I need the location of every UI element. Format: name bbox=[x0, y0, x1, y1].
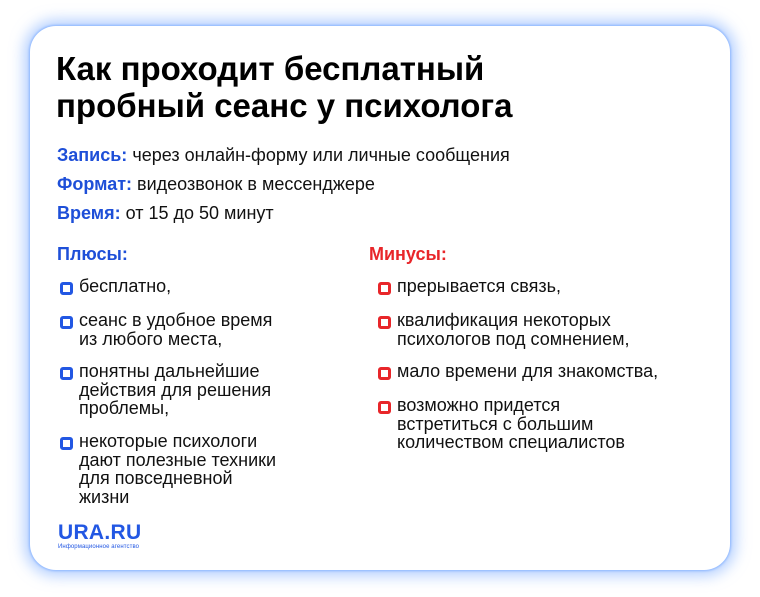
pros-item bbox=[79, 277, 171, 296]
cons-item bbox=[397, 277, 561, 296]
item-line: некоторые психологи bbox=[79, 431, 258, 451]
item-line: возможно придется bbox=[397, 395, 561, 415]
info-row-time bbox=[57, 203, 274, 224]
item-line: понятны дальнейшие bbox=[79, 361, 260, 381]
info-key: Запись: bbox=[57, 145, 128, 165]
cons-item bbox=[397, 396, 625, 452]
item-line: из любого места, bbox=[79, 328, 223, 349]
blue-bullet-icon bbox=[60, 316, 73, 329]
item-line: жизни bbox=[79, 486, 130, 507]
blue-bullet-icon bbox=[60, 437, 73, 450]
cons-item bbox=[397, 311, 629, 348]
item-line: встретиться с большим bbox=[397, 413, 594, 434]
info-value: от 15 до 50 минут bbox=[125, 203, 274, 223]
info-row-format bbox=[57, 174, 375, 195]
item-line: сеанс в удобное время bbox=[79, 310, 273, 330]
red-bullet-icon bbox=[378, 316, 391, 329]
item-line: дают полезные техники bbox=[79, 449, 277, 470]
item-line: квалификация некоторых bbox=[397, 310, 611, 330]
item-line: количеством специалистов bbox=[397, 432, 625, 452]
red-bullet-icon bbox=[378, 401, 391, 414]
info-key: Время: bbox=[57, 203, 121, 223]
blue-bullet-icon bbox=[60, 282, 73, 295]
blue-bullet-icon bbox=[60, 367, 73, 380]
item-line: мало времени для знакомства, bbox=[397, 361, 659, 381]
item-line: бесплатно, bbox=[79, 276, 172, 296]
red-bullet-icon bbox=[378, 282, 391, 295]
item-line: проблемы, bbox=[79, 398, 170, 418]
page-title bbox=[56, 50, 696, 124]
info-key: Формат: bbox=[57, 174, 133, 194]
cons-item bbox=[397, 362, 658, 381]
item-line: действия для решения bbox=[79, 379, 272, 400]
info-value: через онлайн-форму или личные сообщения bbox=[132, 145, 510, 165]
info-value: видеозвонок в мессенджере bbox=[137, 174, 375, 194]
item-line: для повседневной bbox=[79, 468, 233, 488]
logo-name: URA.RU bbox=[58, 521, 142, 544]
red-bullet-icon bbox=[378, 367, 391, 380]
item-line: психологов под сомнением, bbox=[397, 328, 630, 349]
info-row-signup bbox=[57, 145, 510, 166]
ura-logo bbox=[58, 522, 141, 551]
title-line-2: пробный сеанс у психолога bbox=[56, 87, 513, 124]
logo-tagline: Информационное агентство bbox=[58, 544, 140, 550]
pros-item bbox=[79, 432, 276, 506]
item-line: прерывается связь, bbox=[397, 276, 562, 296]
pros-heading: Плюсы: bbox=[57, 244, 128, 264]
pros-item bbox=[79, 362, 271, 418]
cons-heading: Минусы: bbox=[369, 244, 447, 264]
pros-item bbox=[79, 311, 272, 348]
title-line-1: Как проходит бесплатный bbox=[56, 50, 485, 87]
